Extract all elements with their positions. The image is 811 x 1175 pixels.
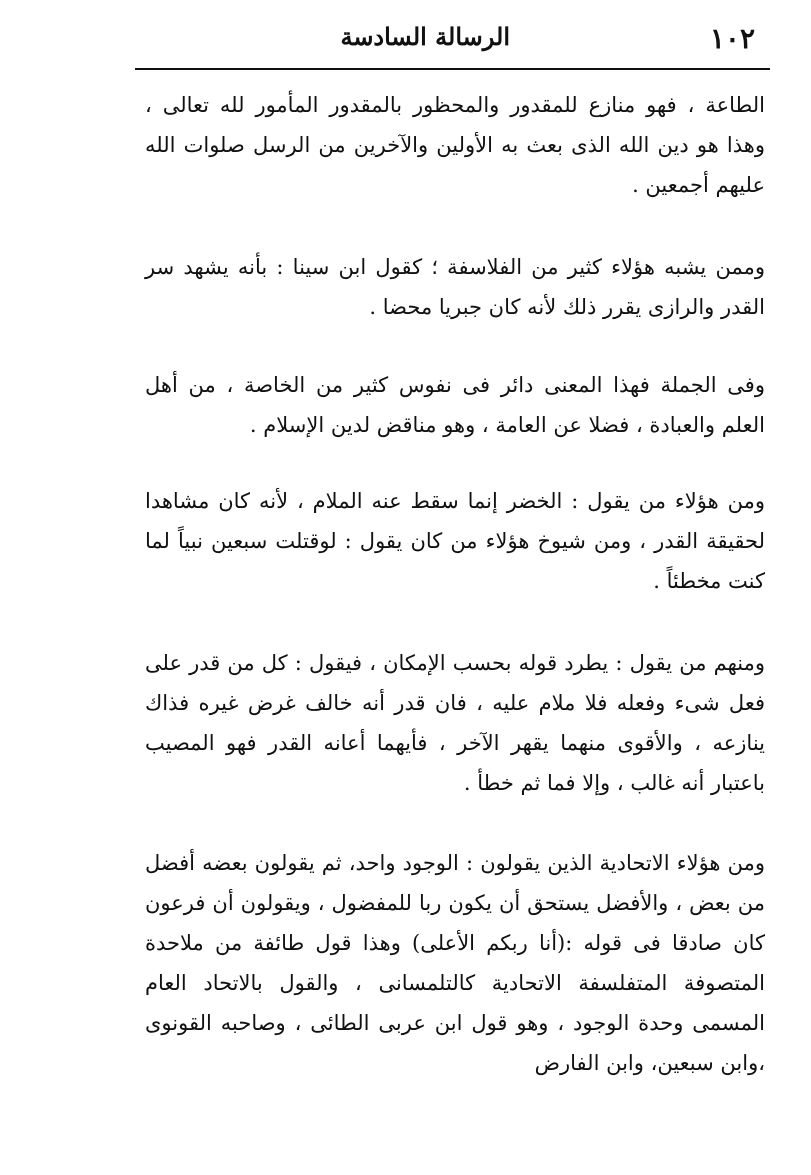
paragraph-3: وفى الجملة فهذا المعنى دائر فى نفوس كثير من الخاصة ، من أهل العلم والعبادة ، فضلا عن العامة ، وهو مناقض لدين الإسلام .: [145, 373, 765, 437]
header-rule: [135, 68, 770, 70]
body-text: [145, 85, 765, 1123]
page-header: [135, 14, 755, 64]
paragraph-5: ومنهم من يقول : يطرد قوله بحسب الإمكان ، فيقول : كل من قدر على فعل شىء وفعله فلا ملام عليه ، فان قدر أنه خالف غرض غيره فذاك ينازعه ، والأقوى منهما يقهر الآخر ، فأيهما أعانه القدر فهو المصيب باعتبار أنه غالب ، وإلا فما ثم خطأ .: [145, 651, 765, 795]
paragraph-4: ومن هؤلاء من يقول : الخضر إنما سقط عنه الملام ، لأنه كان مشاهدا لحقيقة القدر ، ومن شيوخ هؤلاء من كان يقول : لوقتلت سبعين نبياً لما كنت مخطئاً .: [145, 489, 765, 593]
page-number: ١٠٢: [709, 22, 755, 55]
running-title: الرسالة السادسة: [340, 22, 510, 51]
paragraph-1: الطاعة ، فهو منازع للمقدور والمحظور بالمقدور المأمور لله تعالى ، وهذا هو دين الله الذى بعث به الأولين والآخرين من الرسل صلوات الله عليهم أجمعين .: [145, 93, 765, 197]
paragraph-2: وممن يشبه هؤلاء كثير من الفلاسفة ؛ كقول ابن سينا : بأنه يشهد سر القدر والرازى يقرر ذلك لأنه كان جبريا محضا .: [145, 255, 765, 319]
paragraph-6: ومن هؤلاء الاتحادية الذين يقولون : الوجود واحد، ثم يقولون بعضه أفضل من بعض ، والأفضل يستحق أن يكون ربا للمفضول ، ويقولون أن فرعون كان صادقا فى قوله :(أنا ربكم الأعلى) وهذا قول طائفة من ملاحدة المتصوفة المتفلسفة الاتحادية كالتلمسانى ، والقول بالاتحاد العام المسمى وحدة الوجود ، وهو قول ابن عربى الطائى ، وصاحبه القونوى ،وابن سبعين، وابن الفارض: [145, 851, 765, 1075]
